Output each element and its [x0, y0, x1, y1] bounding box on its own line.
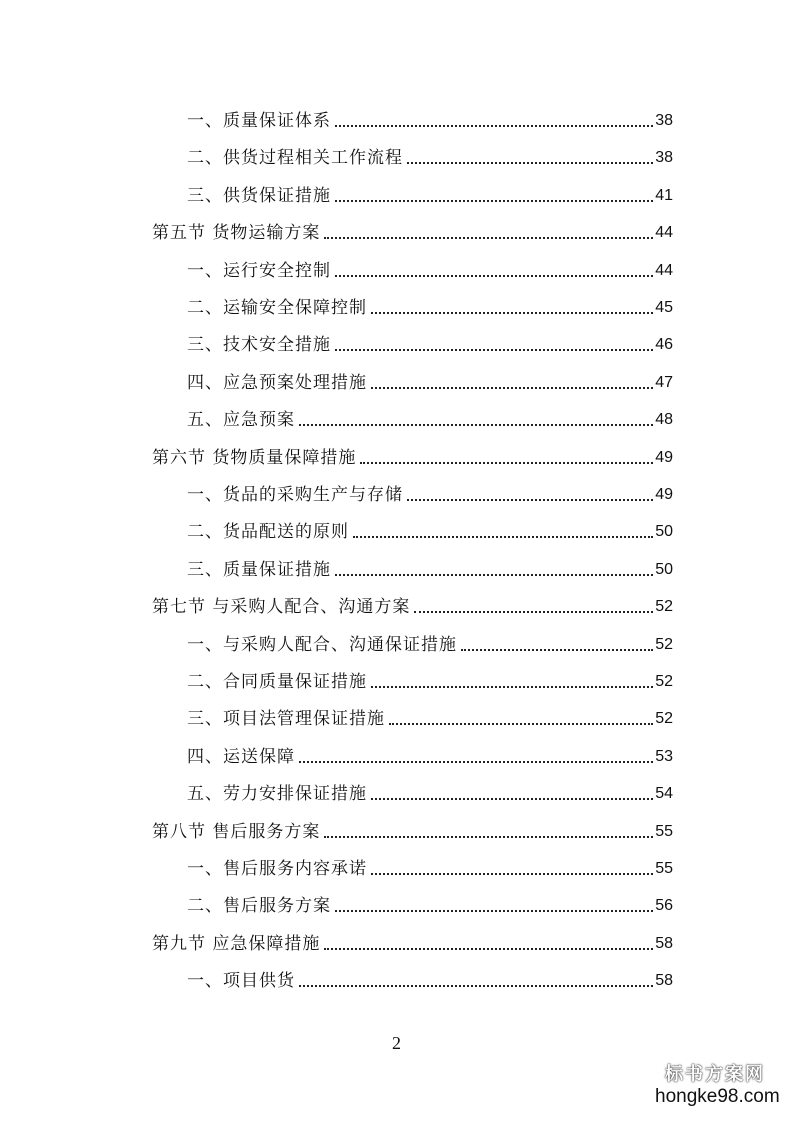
toc-title: 三、质量保证措施: [187, 559, 331, 580]
toc-item-row[interactable]: [187, 551, 673, 581]
toc-page-number: 49: [655, 448, 673, 466]
toc-item-row[interactable]: [187, 700, 673, 730]
toc-leader-dots: [335, 125, 653, 127]
toc-page-number: 38: [655, 112, 673, 129]
toc-item-row[interactable]: [187, 401, 673, 431]
toc-leader-dots: [335, 910, 653, 912]
toc-title: 三、技术安全措施: [187, 335, 331, 356]
toc-title: 一、运行安全控制: [187, 260, 331, 281]
toc-item-row[interactable]: [187, 626, 673, 656]
toc-leader-dots: [414, 611, 653, 613]
toc-item-row[interactable]: [187, 177, 673, 207]
toc-title: 第七节 与采购人配合、沟通方案: [152, 597, 411, 618]
toc-page-number: 52: [655, 673, 673, 690]
toc-title: 二、运输安全保障控制: [187, 298, 367, 318]
toc-title: 第九节 应急保障措施: [152, 933, 321, 954]
toc-leader-dots: [371, 873, 653, 875]
toc-page-number: 48: [655, 411, 673, 429]
toc-page-number: 50: [655, 523, 673, 541]
toc-page-number: 46: [655, 336, 673, 354]
toc-title: 第八节 售后服务方案: [152, 821, 321, 842]
toc-item-row[interactable]: [187, 738, 673, 768]
toc-page-number: 55: [655, 860, 673, 877]
toc-item-row[interactable]: [187, 289, 673, 319]
toc-leader-dots: [407, 499, 653, 501]
toc-title: 二、售后服务方案: [187, 896, 331, 917]
toc-page-number: 41: [655, 186, 673, 204]
toc-title: 二、货品配送的原则: [187, 522, 349, 543]
toc-page-number: 49: [655, 486, 673, 503]
toc-leader-dots: [371, 312, 653, 314]
toc-page-number: 55: [655, 822, 673, 840]
toc-title: 二、合同质量保证措施: [187, 672, 367, 692]
toc-leader-dots: [389, 723, 653, 725]
toc-leader-dots: [360, 462, 653, 464]
site-watermark: [655, 1060, 780, 1108]
toc-page-number: 58: [655, 934, 673, 952]
toc-title: 四、运送保障: [187, 746, 295, 767]
toc-title: 一、与采购人配合、沟通保证措施: [187, 634, 457, 655]
toc-section-row[interactable]: [152, 214, 673, 244]
toc-item-row[interactable]: [187, 775, 673, 805]
toc-item-row[interactable]: [187, 513, 673, 543]
toc-page-number: 58: [655, 972, 673, 990]
toc-section-row[interactable]: [152, 588, 673, 618]
toc-item-row[interactable]: [187, 663, 673, 693]
toc-title: 二、供货过程相关工作流程: [187, 148, 403, 169]
toc-page-number: 56: [655, 897, 673, 915]
page-number: 2: [392, 1033, 401, 1053]
toc-item-row[interactable]: [187, 102, 673, 132]
toc-page-number: 54: [655, 785, 673, 803]
toc-item-row[interactable]: [187, 887, 673, 917]
toc-item-row[interactable]: [187, 139, 673, 169]
toc-page-number: 45: [655, 299, 673, 316]
toc-title: 一、质量保证体系: [187, 111, 331, 131]
watermark-cn: 标书方案网: [665, 1064, 765, 1085]
toc-leader-dots: [353, 536, 653, 538]
toc-page-number: 52: [655, 635, 673, 653]
toc-page-number: 52: [655, 710, 673, 728]
toc-title: 五、劳力安排保证措施: [187, 784, 367, 805]
toc-title: 五、应急预案: [187, 410, 295, 431]
toc-leader-dots: [299, 424, 653, 426]
toc-page-number: 52: [655, 598, 673, 616]
toc-item-row[interactable]: [187, 850, 673, 880]
toc-page-number: 50: [655, 560, 673, 578]
toc-item-row[interactable]: [187, 364, 673, 394]
toc-leader-dots: [324, 237, 653, 239]
toc-title: 一、项目供货: [187, 971, 295, 992]
toc-section-row[interactable]: [152, 439, 673, 469]
toc-title: 第六节 货物质量保障措施: [152, 447, 357, 468]
toc-item-row[interactable]: [187, 476, 673, 506]
toc-leader-dots: [335, 200, 653, 202]
toc-section-row[interactable]: [152, 925, 673, 955]
toc-leader-dots: [299, 985, 653, 987]
toc-leader-dots: [324, 948, 653, 950]
toc-title: 三、供货保证措施: [187, 185, 331, 206]
toc-title: 四、应急预案处理措施: [187, 372, 367, 393]
toc-title: 一、售后服务内容承诺: [187, 859, 367, 879]
toc-title: 三、项目法管理保证措施: [187, 709, 385, 730]
toc-leader-dots: [335, 275, 653, 277]
toc-leader-dots: [324, 836, 653, 838]
toc-page-number: 53: [655, 747, 673, 765]
toc-leader-dots: [371, 686, 653, 688]
toc-item-row[interactable]: [187, 326, 673, 356]
toc-title: 一、货品的采购生产与存储: [187, 485, 403, 505]
toc-section-row[interactable]: [152, 813, 673, 843]
toc-leader-dots: [407, 162, 653, 164]
toc-title: 第五节 货物运输方案: [152, 223, 321, 244]
toc-item-row[interactable]: [187, 252, 673, 282]
toc-item-row[interactable]: [187, 962, 673, 992]
toc-leader-dots: [371, 387, 653, 389]
toc-page-number: 44: [655, 224, 673, 242]
toc-leader-dots: [335, 574, 653, 576]
toc-page-number: 47: [655, 373, 673, 391]
watermark-en: hongke98.com: [655, 1086, 780, 1107]
toc-leader-dots: [371, 798, 653, 800]
toc-page-number: 44: [655, 261, 673, 279]
toc-leader-dots: [335, 349, 653, 351]
toc-page-number: 38: [655, 149, 673, 167]
toc-leader-dots: [461, 649, 653, 651]
toc-leader-dots: [299, 761, 653, 763]
